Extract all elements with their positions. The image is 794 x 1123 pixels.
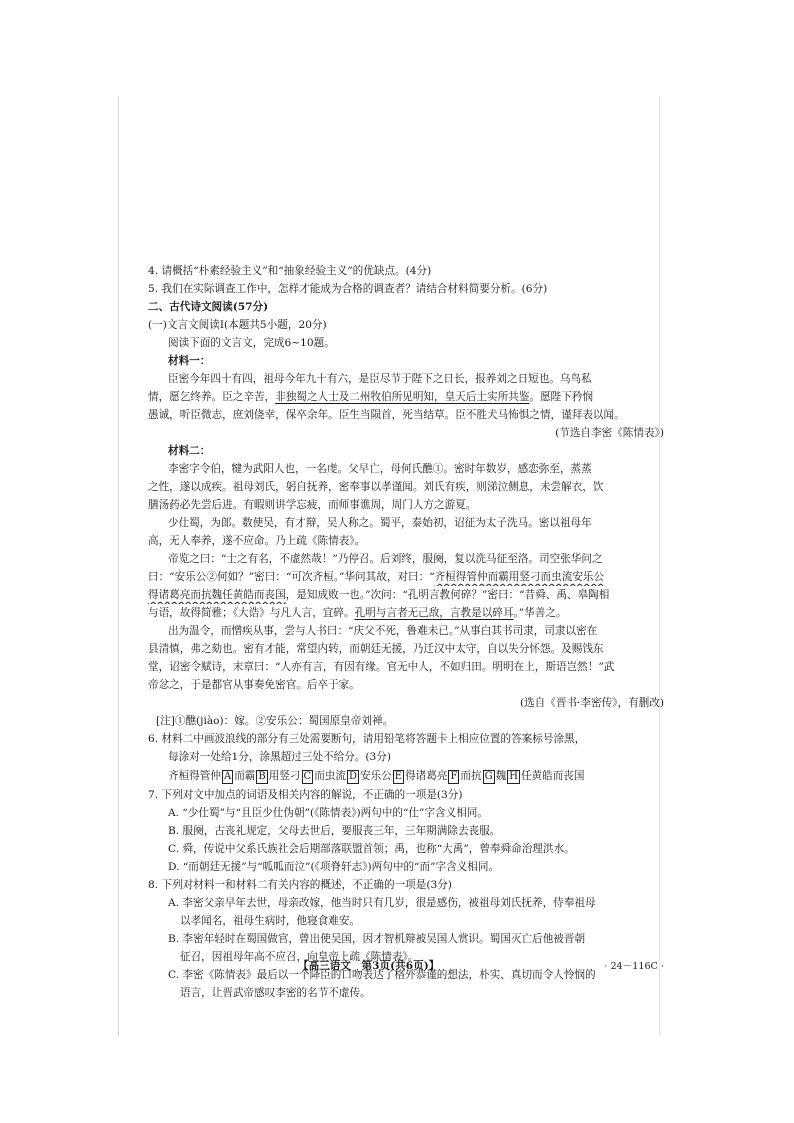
question-8-option-b: B. 李密年轻时在蜀国做官，曾出使吴国，因才智机辩被吴国人赏识。蜀国灭亡后他被晋朝 — [168, 933, 586, 945]
question-8-option-a-cont: 以孝闻名，祖母生病时，他寝食难安。 — [180, 915, 361, 927]
question-7-option-c: C. 舜，传说中父系氏族社会后期部落联盟首领；禹，也称“大禹”，曾奉舜命治理洪水。 — [168, 843, 575, 855]
answer-box-a[interactable]: A — [223, 771, 232, 782]
question-6-options: 齐桓得管仲 A 而霸 B 用竖刁 C 而虫流 D 安乐公 E 得诸葛亮 F 而抗 G 魏 H 任黄皓而丧国 — [168, 770, 585, 782]
question-5: 5. 我们在实际调查工作中，怎样才能成为合格的调查者？请结合材料简要分析。(6分) — [148, 283, 548, 295]
answer-box-d[interactable]: D — [348, 771, 357, 782]
question-6-line: 每涂对一处给1分，涂黑超过三处不给分。(3分) — [168, 751, 392, 763]
question-7-option-a: A. “少仕蜀”与“且臣少仕伪朝”(《陈情表》)两句中的“仕”字含义相同。 — [168, 807, 488, 819]
wavy-underlined-text: 齐桓得管仲而霸用竖刁而虫流安乐公 — [434, 571, 605, 583]
question-8-stem: 8. 下列对材料一和材料二有关内容的概述，不正确的一项是(3分) — [148, 879, 452, 891]
material-2-line: 帝忿之，于是都官从事奏免密官。后卒于家。 — [148, 679, 360, 691]
question-8-option-c: C. 李密《陈情表》最后以一个降臣的口吻表达了格外恭谨的想法，朴实、真切而令人怜悯的 — [168, 969, 596, 981]
question-7-option-d: D. “而朝廷无援”与“呱呱而泣”(《项脊轩志》)两句中的“而”字含义相同。 — [168, 861, 500, 873]
question-8-option-b-cont: 征召，因祖母年高不应召，向皇帝上疏《陈情表》。 — [180, 951, 419, 963]
answer-box-f[interactable]: F — [450, 771, 458, 782]
material-2-line: 高，无人奉养，遂不应命。乃上疏《陈情表》。 — [148, 535, 366, 547]
material-1-source: (节选自李密《陈情表》) — [555, 427, 664, 439]
question-8-option-c-cont: 语言，让晋武帝感叹李密的名节不虚传。 — [180, 987, 371, 999]
material-1-line: 情，愿乞终养。臣之辛苦，非独蜀之人士及二州牧伯所见明知，皇天后土实所共鉴。愿陛下矜悯 — [148, 391, 593, 403]
footnote: [注]①醮(jiào)：嫁。②安乐公：蜀国原皇帝刘禅。 — [156, 715, 394, 727]
exam-page-content — [148, 262, 668, 1002]
question-8-option-a: A. 李密父亲早年去世，母亲改嫁，他当时只有几岁，很是感伤，被祖母刘氏抚养，侍奉祖母 — [168, 897, 596, 909]
question-6-line: 6. 材料二中画波浪线的部分有三处需要断句，请用铅笔将答题卡上相应位置的答案标号涂黑， — [148, 733, 586, 745]
material-2-line: 出为温令，而憎疾从事，尝与人书曰：“庆父不死，鲁难未已。”从事白其书司隶，司隶以密在 — [168, 625, 598, 637]
material-2-line: 少仕蜀，为郎。数使吴，有才辩，吴人称之。蜀平，泰始初，诏征为太子洗马。密以祖母年 — [168, 517, 592, 529]
material-2-line: 之性，遂以成疾。祖母刘氏，躬自抚养，密奉事以孝谨闻。刘氏有疾，则涕泣侧息，未尝解衣，饮 — [148, 481, 604, 493]
page-footer — [148, 958, 668, 976]
page-number: 【高三语文 第3页(共6页)】 — [298, 960, 440, 972]
answer-box-c[interactable]: C — [303, 771, 312, 782]
material-1-title: 材料一： — [168, 355, 211, 367]
material-2-line: 堂，诏密令赋诗，末章曰：“人亦有言，有因有缘。官无中人，不如归田。明明在上，斯语岂然！”武 — [148, 661, 615, 673]
material-2-line: 帝览之曰：“士之有名，不虚然哉！”乃停召。后刘终，服阕，复以洗马征至洛。司空张华问之 — [168, 553, 603, 565]
answer-box-h[interactable]: H — [509, 771, 518, 782]
material-1-line: 愚诚，听臣微志，庶刘侥幸，保卒余年。臣生当陨首，死当结草。臣不胜犬马怖惧之情，谨拜表以闻。 — [148, 409, 625, 421]
material-1-line: 臣密今年四十有四，祖母今年九十有六，是臣尽节于陛下之日长，报养刘之日短也。乌鸟私 — [168, 373, 592, 385]
material-2-line: 得诸葛亮而抗魏任黄皓而丧国，是知成败一也。”次问：“孔明言教何碎？”密曰：“昔舜、禹、皋陶相 — [148, 589, 610, 601]
answer-box-b[interactable]: B — [258, 771, 266, 782]
material-2-line: 县清慎，弗之劾也。密有才能，常望内转，而朝廷无援，乃迁汉中太守，自以失分怀怨。及赐饯东 — [148, 643, 604, 655]
material-2-line: 李密字令伯，犍为武阳人也，一名虔。父早亡，母何氏醮①。密时年数岁，感恋弥至，蒸蒸 — [168, 463, 592, 475]
question-7-option-b: B. 服阕，古丧礼规定，父母去世后，要服丧三年，三年期满除去丧服。 — [168, 825, 501, 837]
material-2-source: (选自《晋书·李密传》，有删改) — [519, 697, 664, 709]
answer-box-g[interactable]: G — [484, 771, 493, 782]
wavy-underlined-text: 得诸葛亮而抗魏任黄皓而丧国 — [148, 589, 286, 601]
material-2-title: 材料二： — [168, 445, 211, 457]
underlined-sentence: 孔明与言者无己敌，言教是以碎耳 — [354, 607, 514, 619]
material-2-line: 与语，故得简雅；《大诰》与凡人言，宜碎。孔明与言者无己敌，言教是以碎耳。”华善之。 — [148, 607, 567, 619]
material-2-line: 膳汤药必先尝后进。有暇则讲学忘疲，而师事谯周，周门人方之游夏。 — [148, 499, 477, 511]
section-heading: 二、古代诗文阅读(57分) — [148, 301, 269, 313]
reading-instruction: 阅读下面的文言文，完成6~10题。 — [168, 337, 335, 349]
underlined-sentence: 非独蜀之人士及二州牧伯所见明知，皇天后土实所共鉴 — [275, 391, 530, 403]
exam-code: · 24－116C · — [604, 961, 664, 972]
question-7-stem: 7. 下列对文中加点的词语及相关内容的解说，不正确的一项是(3分) — [148, 789, 463, 801]
answer-box-e[interactable]: E — [394, 771, 403, 782]
question-4: 4. 请概括“朴素经验主义”和“抽象经验主义”的优缺点。(4分) — [148, 265, 432, 277]
subsection-heading: (一)文言文阅读Ⅰ(本题共5小题，20分) — [148, 319, 327, 331]
material-2-line: 曰：“安乐公②何如？”密曰：“可次齐桓。”华问其故，对曰：“齐桓得管仲而霸用竖刁而虫流安乐公 — [148, 571, 605, 583]
